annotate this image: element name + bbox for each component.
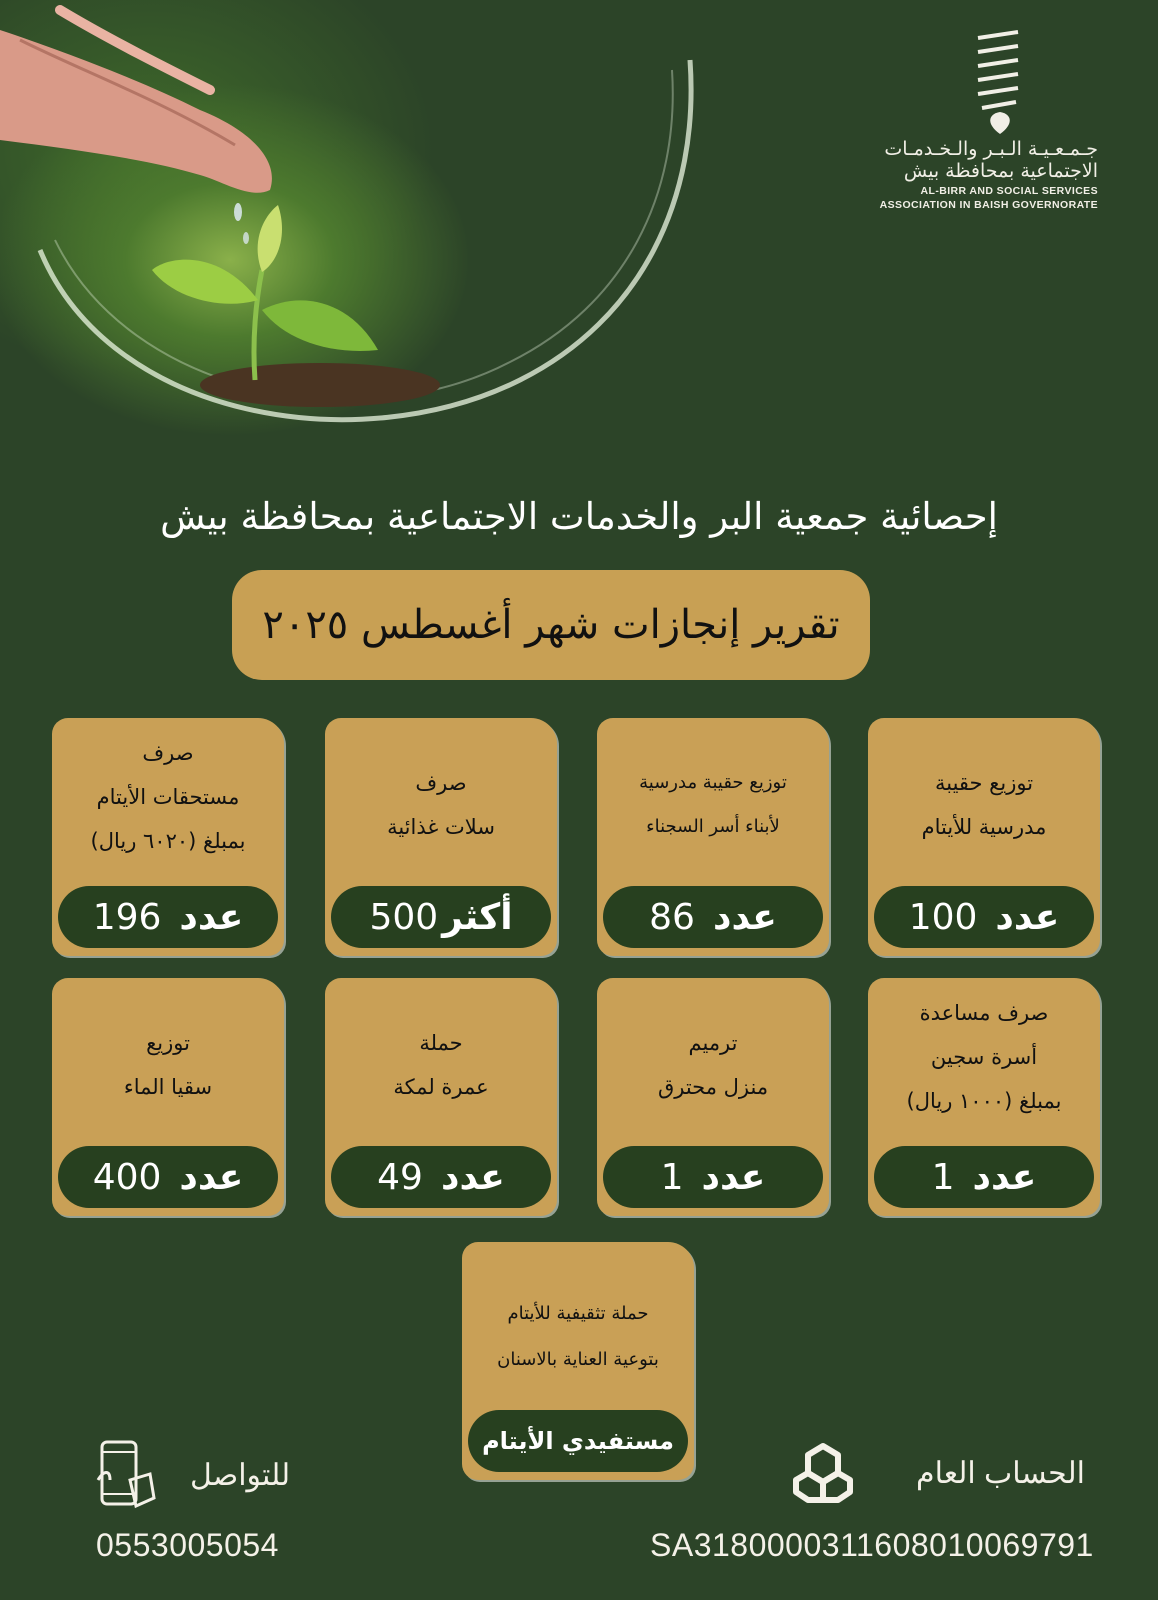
- stat-card: [52, 978, 284, 1216]
- count-value: 196: [92, 896, 162, 938]
- card-count-pill: [603, 1146, 823, 1208]
- card-count-pill: [468, 1410, 688, 1472]
- card-count-pill: [603, 886, 823, 948]
- count-value: 1: [660, 1156, 684, 1198]
- count-value: 400: [92, 1156, 162, 1198]
- count-label: عدد: [995, 896, 1060, 938]
- count-label: عدد: [179, 1156, 244, 1198]
- contact-label: للتواصل: [190, 1459, 291, 1492]
- contact-phone[interactable]: 0553005054: [96, 1527, 279, 1563]
- card-line1: صرف: [415, 771, 467, 795]
- card-count-pill: [58, 1146, 278, 1208]
- stat-card: [597, 718, 829, 956]
- hero-image: [0, 0, 720, 460]
- count-label: عدد: [712, 896, 777, 938]
- card-line2: مدرسية للأيتام: [921, 815, 1047, 839]
- card-line1: ترميم: [688, 1031, 738, 1055]
- card-line1: صرف مساعدة: [919, 1001, 1049, 1025]
- card-line1: توزيع حقيبة: [934, 771, 1034, 795]
- card-count-pill: [331, 1146, 551, 1208]
- count-label: عدد: [440, 1156, 505, 1198]
- card-line3: بمبلغ (٦٠٢٠ ريال): [90, 829, 246, 853]
- count-label: عدد: [701, 1156, 766, 1198]
- plant-illustration: [0, 0, 720, 460]
- card-line3: بمبلغ (١٠٠٠ ريال): [906, 1089, 1062, 1113]
- account-label: الحساب العام: [916, 1457, 1085, 1490]
- card-line1: حملة: [419, 1031, 463, 1055]
- count-value: 1: [931, 1156, 955, 1198]
- card-line2: بتوعية العناية بالاسنان: [497, 1349, 659, 1370]
- count-label: عدد: [179, 896, 244, 938]
- count-label: مستفيدي الأيتام: [482, 1427, 674, 1455]
- count-value: 86: [649, 896, 695, 938]
- count-value: 500: [369, 896, 439, 938]
- card-line1: صرف: [142, 741, 194, 765]
- stat-card: [597, 978, 829, 1216]
- card-line2: سقيا الماء: [123, 1075, 213, 1099]
- card-line2: مستحقات الأيتام: [96, 785, 240, 809]
- card-line2: لأبناء أسر السجناء: [646, 816, 780, 837]
- org-name-ar-line2: الاجتماعية بمحافظة بيش: [903, 160, 1098, 182]
- count-value: 100: [908, 896, 978, 938]
- stat-card: [325, 718, 557, 956]
- stat-card: [462, 1242, 694, 1480]
- card-line2: عمرة لمكة: [393, 1075, 489, 1099]
- account-iban[interactable]: SA3180000311608010069791: [650, 1527, 1094, 1563]
- card-line2: سلات غذائية: [387, 815, 495, 839]
- page-heading: إحصائية جمعية البر والخدمات الاجتماعية بمحافظة بيش: [160, 495, 998, 538]
- stat-card: [52, 718, 284, 956]
- organization-emblem-icon: [972, 28, 1028, 138]
- count-label: أكثر: [442, 896, 513, 938]
- card-line1: حملة تثقيفية للأيتام: [507, 1303, 649, 1324]
- card-count-pill: [874, 886, 1094, 948]
- card-count-pill: [874, 1146, 1094, 1208]
- stat-card: [325, 978, 557, 1216]
- phone-icon: [96, 1440, 158, 1510]
- report-title: تقرير إنجازات شهر أغسطس ٢٠٢٥: [232, 570, 870, 680]
- org-name-ar-line1: جـمـعـيـة الـبـر والـخـدمـات: [884, 138, 1098, 160]
- card-line1: توزيع حقيبة مدرسية: [639, 772, 787, 793]
- card-line2: أسرة سجين: [930, 1045, 1038, 1069]
- stat-card: [868, 718, 1100, 956]
- org-name-en-line2: ASSOCIATION IN BAISH GOVERNORATE: [879, 199, 1098, 211]
- stat-card: [868, 978, 1100, 1216]
- count-label: عدد: [972, 1156, 1037, 1198]
- card-line2: منزل محترق: [657, 1075, 769, 1099]
- card-count-pill: [58, 886, 278, 948]
- card-line1: توزيع: [146, 1031, 190, 1055]
- bank-logo-icon: [790, 1440, 856, 1506]
- count-value: 49: [377, 1156, 423, 1198]
- org-name-en-line1: AL-BIRR AND SOCIAL SERVICES: [920, 185, 1098, 197]
- card-count-pill: [331, 886, 551, 948]
